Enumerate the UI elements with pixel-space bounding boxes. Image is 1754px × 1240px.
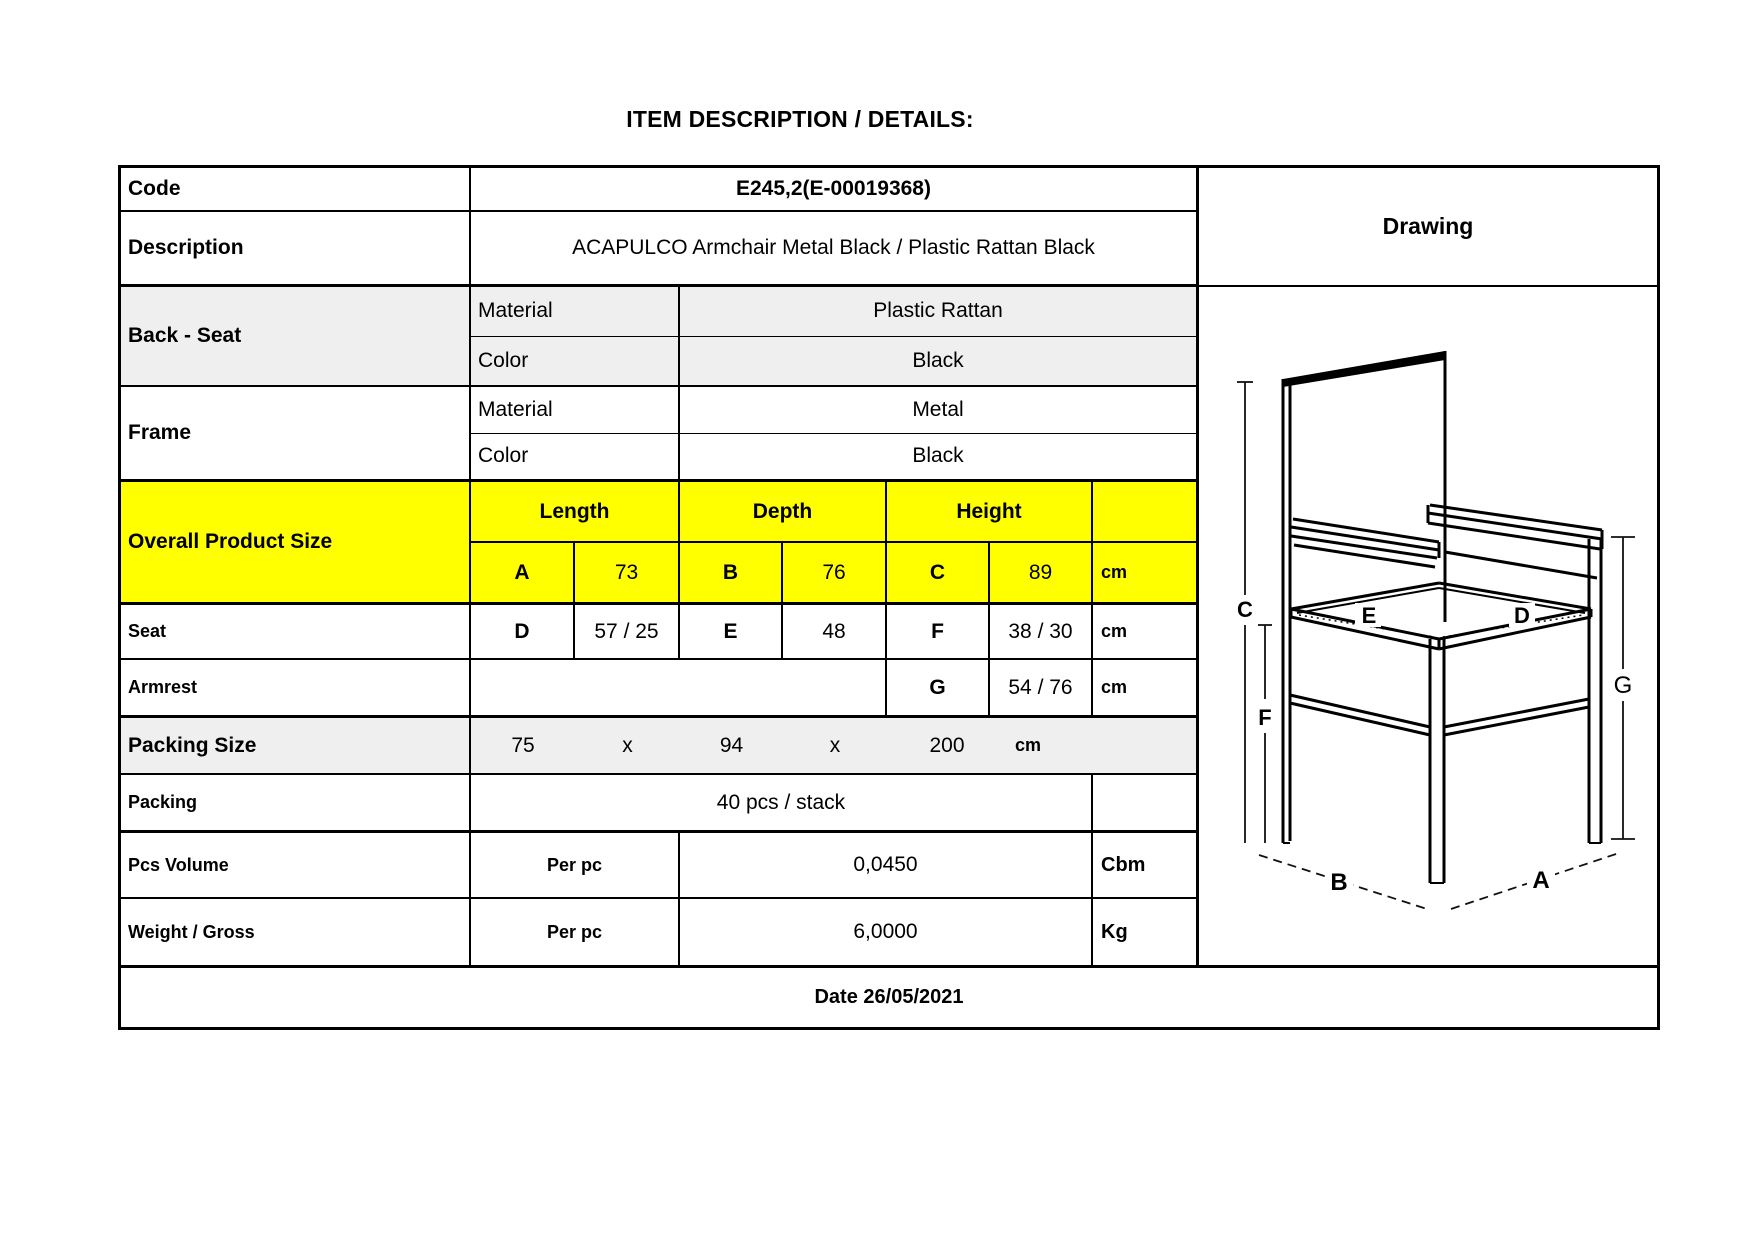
dim-label-d: D: [1514, 603, 1530, 628]
frame-subrows: [471, 387, 1196, 482]
dim-label-a: A: [1532, 867, 1550, 894]
dim-b-key: B: [680, 543, 783, 602]
dim-f-value: 38 / 30: [990, 605, 1093, 658]
overall-unit-header-cell: [1093, 482, 1196, 541]
armrest-empty-cell: [471, 660, 887, 715]
packing-label: Packing: [121, 775, 471, 830]
armrest-unit: cm: [1101, 677, 1128, 697]
packing-size-v3: 200: [929, 733, 965, 757]
back-seat-material-value: Plastic Rattan: [680, 287, 1196, 336]
back-seat-material-label: Material: [471, 287, 680, 336]
group-back-seat: [121, 287, 1196, 387]
weight-gross-per: Per pc: [471, 899, 680, 965]
armchair-drawing: [1199, 287, 1657, 963]
weight-gross-label: Weight / Gross: [121, 899, 471, 965]
packing-size-label: Packing Size: [121, 718, 471, 773]
overall-unit: cm: [1093, 543, 1196, 602]
code-value: E245,2(E-00019368): [736, 177, 931, 200]
frame-material-row: [471, 387, 1196, 434]
dim-a-value: 73: [575, 543, 680, 602]
back-seat-color-value: Black: [680, 337, 1196, 386]
packing-size-sep1: x: [622, 733, 633, 757]
date-value: Date 26/05/2021: [814, 986, 964, 1008]
armrest-label: Armrest: [121, 660, 471, 715]
description-value: ACAPULCO Armchair Metal Black / Plastic Rattan Black: [572, 236, 1095, 259]
page-title: ITEM DESCRIPTION / DETAILS:: [626, 106, 974, 132]
dim-label-e: E: [1361, 603, 1377, 628]
frame-label: Frame: [121, 387, 471, 482]
table-top-section: [121, 168, 1657, 965]
row-packing: [121, 775, 1196, 833]
dim-f-key: F: [887, 605, 990, 658]
spec-main-grid: [121, 168, 1196, 965]
dim-a-key: A: [471, 543, 575, 602]
frame-color-row: [471, 434, 1196, 483]
back-seat-color-row: [471, 337, 1196, 388]
back-seat-color-label: Color: [471, 337, 680, 386]
packing-empty-cell: [1093, 775, 1196, 830]
pcs-volume-value: 0,0450: [680, 833, 1093, 897]
dimension-lines: [1237, 382, 1635, 909]
row-code: [121, 168, 1196, 212]
seat-unit: cm: [1101, 621, 1128, 641]
dim-label-b: B: [1330, 869, 1348, 896]
dim-g-value: 54 / 76: [990, 660, 1093, 715]
packing-size-unit: cm: [1015, 735, 1042, 755]
group-overall-size: [121, 482, 1196, 605]
pcs-volume-per: Per pc: [471, 833, 680, 897]
height-header: Height: [887, 482, 1093, 541]
row-armrest: [121, 660, 1196, 718]
code-label: Code: [121, 168, 471, 210]
dim-label-g: G: [1613, 672, 1633, 699]
weight-gross-unit: Kg: [1101, 920, 1128, 943]
overall-size-label: Overall Product Size: [121, 482, 471, 605]
drawing-panel: [1196, 168, 1657, 965]
frame-color-label: Color: [471, 434, 680, 480]
dim-c-value: 89: [990, 543, 1093, 602]
chair-frame: [1283, 351, 1602, 883]
overall-values-row: [471, 543, 1196, 605]
dim-c-key: C: [887, 543, 990, 602]
packing-size-v2: 94: [719, 733, 744, 757]
dim-label-c: C: [1237, 597, 1253, 622]
row-description: [121, 212, 1196, 287]
spec-table: [118, 165, 1660, 1030]
back-seat-subrows: [471, 287, 1196, 387]
back-seat-material-row: [471, 287, 1196, 337]
depth-header: Depth: [680, 482, 887, 541]
dim-d-key: D: [471, 605, 575, 658]
dimension-labels: [1237, 597, 1632, 896]
packing-size-v1: 75: [511, 733, 535, 757]
weight-gross-value: 6,0000: [680, 899, 1093, 965]
overall-header-row: [471, 482, 1196, 543]
row-weight-gross: [121, 899, 1196, 965]
packing-value: 40 pcs / stack: [471, 775, 1093, 830]
dim-label-f: F: [1258, 705, 1272, 730]
dim-e-value: 48: [783, 605, 887, 658]
pcs-volume-unit: Cbm: [1101, 853, 1146, 876]
dim-b-value: 76: [783, 543, 887, 602]
date-row: [121, 965, 1657, 1027]
row-packing-size: [121, 718, 1196, 775]
frame-color-value: Black: [912, 444, 964, 468]
description-label: Description: [121, 212, 471, 284]
overall-size-subrows: [471, 482, 1196, 605]
seat-label: Seat: [121, 605, 471, 658]
frame-material-value: Metal: [912, 397, 964, 421]
group-frame: [121, 387, 1196, 482]
back-seat-label: Back - Seat: [121, 287, 471, 387]
length-header: Length: [471, 482, 680, 541]
packing-size-sep2: x: [829, 733, 841, 757]
dim-d-value: 57 / 25: [575, 605, 680, 658]
pcs-volume-label: Pcs Volume: [121, 833, 471, 897]
drawing-title: Drawing: [1199, 168, 1657, 287]
row-seat: [121, 605, 1196, 660]
dim-g-key: G: [887, 660, 990, 715]
drawing-area: [1199, 287, 1657, 965]
dim-e-key: E: [680, 605, 783, 658]
row-pcs-volume: [121, 833, 1196, 899]
frame-material-label: Material: [471, 387, 680, 433]
